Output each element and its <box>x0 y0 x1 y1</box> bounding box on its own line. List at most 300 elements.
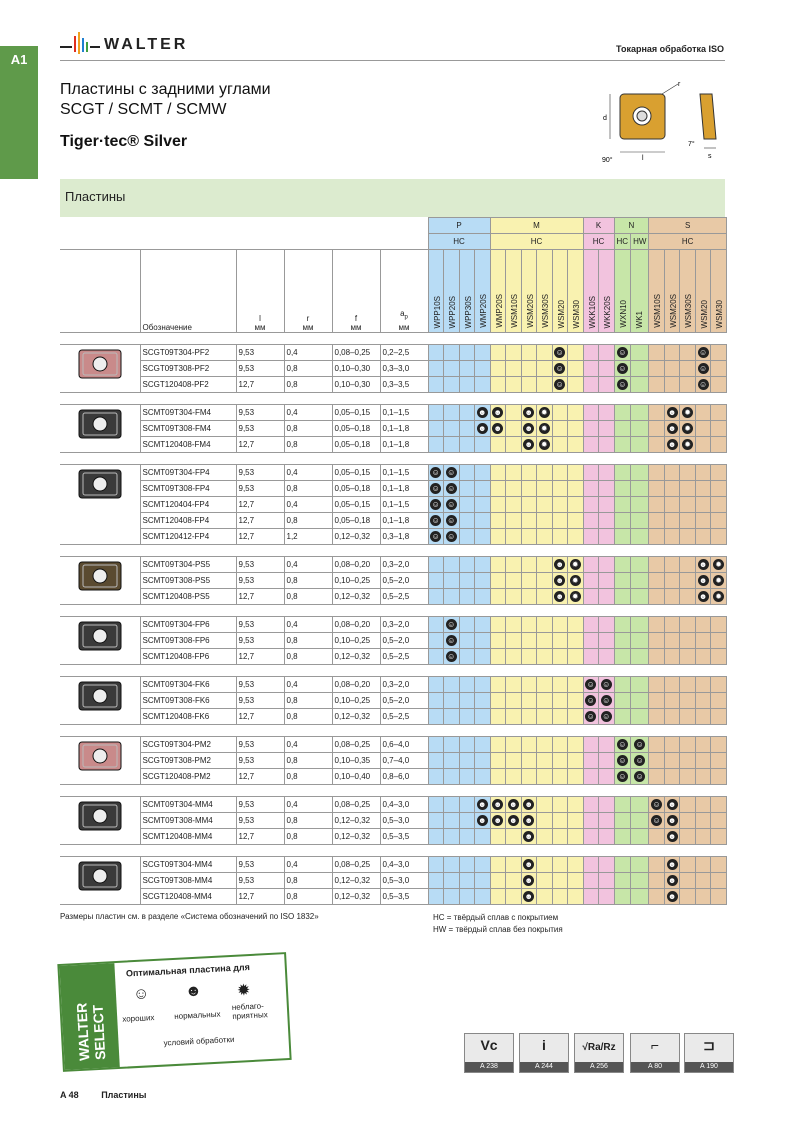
grade-cell <box>521 829 537 845</box>
grade-header-label: WPP30S <box>463 295 473 328</box>
header-r-label: r <box>306 314 310 323</box>
grade-cell <box>568 345 584 361</box>
insert-image <box>73 859 127 893</box>
grade-cell <box>695 753 711 769</box>
l-cell: 12,7 <box>236 709 284 725</box>
grade-cell <box>459 405 475 421</box>
good-conditions-icon: ☺ <box>602 680 611 689</box>
grade-cell <box>475 677 491 693</box>
grade-cell <box>444 797 460 813</box>
grade-cell <box>664 497 680 513</box>
grade-cell <box>490 829 506 845</box>
grade-cell <box>680 361 696 377</box>
grade-cell <box>506 769 522 785</box>
grade-cell <box>664 481 680 497</box>
grade-cell <box>711 481 727 497</box>
grade-cell <box>475 709 491 725</box>
grade-cell <box>711 769 727 785</box>
grade-cell <box>599 573 615 589</box>
grade-cell <box>614 753 631 769</box>
designation-cell: SCMT09T308-FP4 <box>140 481 236 497</box>
grade-cell <box>475 873 491 889</box>
grade-cell <box>614 693 631 709</box>
grade-cell <box>428 437 444 453</box>
grade-cell <box>711 693 727 709</box>
grade-cell <box>537 753 553 769</box>
grade-cell <box>537 829 553 845</box>
grade-cell <box>552 797 568 813</box>
good-conditions-icon: ☺ <box>447 516 456 525</box>
grade-cell <box>506 573 522 589</box>
grade-cell <box>680 797 696 813</box>
grade-header-label: WMP20S <box>494 294 504 328</box>
table-row <box>60 873 726 889</box>
grade-cell <box>711 513 727 529</box>
reference-link[interactable] <box>684 1033 734 1073</box>
l-cell: 9,53 <box>236 617 284 633</box>
table-row <box>60 465 726 481</box>
f-cell: 0,10–0,30 <box>332 361 380 377</box>
grade-cell <box>444 497 460 513</box>
grade-cell <box>444 345 460 361</box>
l-cell: 9,53 <box>236 481 284 497</box>
grade-cell <box>680 405 696 421</box>
grade-cell <box>614 497 631 513</box>
r-cell: 0,4 <box>284 345 332 361</box>
grade-cell <box>506 709 522 725</box>
designation-cell: SCGT09T308-PM2 <box>140 753 236 769</box>
header-divider <box>60 60 725 61</box>
select-heading: Оптимальная пластина для <box>125 962 251 979</box>
grade-cell <box>680 857 696 873</box>
designation-cell: SCMT120408-FK6 <box>140 709 236 725</box>
grade-cell <box>537 873 553 889</box>
grade-cell <box>695 437 711 453</box>
grade-cell <box>583 633 599 649</box>
grade-cell <box>614 345 631 361</box>
subgroup-header-K-HC: HC <box>583 234 614 250</box>
grade-cell <box>568 829 584 845</box>
grade-cell <box>568 361 584 377</box>
grade-cell <box>711 829 727 845</box>
grade-cell <box>490 421 506 437</box>
grade-cell <box>599 405 615 421</box>
good-conditions-icon: ☺ <box>431 516 440 525</box>
grade-cell <box>521 465 537 481</box>
designation-cell: SCMT09T304-MM4 <box>140 797 236 813</box>
grade-cell <box>537 693 553 709</box>
grade-cell <box>552 465 568 481</box>
designation-cell: SCMT09T308-FK6 <box>140 693 236 709</box>
grade-cell <box>428 481 444 497</box>
grade-cell <box>711 633 727 649</box>
normal-conditions-icon: ☻ <box>555 560 564 569</box>
grade-cell <box>537 361 553 377</box>
grade-cell <box>583 617 599 633</box>
r-cell: 0,8 <box>284 709 332 725</box>
grade-header-label: WSM20 <box>556 299 566 328</box>
normal-conditions-icon: ☻ <box>478 408 487 417</box>
grade-cell <box>537 889 553 905</box>
f-cell: 0,10–0,35 <box>332 753 380 769</box>
designation-cell: SCMT09T308-FM4 <box>140 421 236 437</box>
grade-cell <box>583 465 599 481</box>
grade-cell <box>521 437 537 453</box>
f-cell: 0,12–0,32 <box>332 529 380 545</box>
grade-cell <box>599 829 615 845</box>
grade-cell <box>428 813 444 829</box>
drawing-label-s: s <box>708 153 712 160</box>
header-l-unit: мм <box>254 323 266 332</box>
grade-cell <box>521 857 537 873</box>
grade-cell <box>537 481 553 497</box>
grade-cell <box>490 405 506 421</box>
table-row <box>60 737 726 753</box>
grade-cell <box>459 737 475 753</box>
ap-cell: 0,5–3,0 <box>380 813 428 829</box>
ap-cell: 0,1–1,5 <box>380 465 428 481</box>
grade-cell <box>521 557 537 573</box>
l-cell: 9,53 <box>236 857 284 873</box>
grade-cell <box>444 829 460 845</box>
normal-conditions-icon: ☻ <box>524 816 533 825</box>
insert-image <box>73 407 127 441</box>
grade-cell <box>521 889 537 905</box>
grade-cell <box>695 693 711 709</box>
grade-cell <box>444 589 460 605</box>
good-conditions-icon: ☺ <box>618 740 627 749</box>
grade-header <box>664 250 680 333</box>
grade-cell <box>475 437 491 453</box>
ap-cell: 0,3–2,0 <box>380 557 428 573</box>
grade-cell <box>428 589 444 605</box>
grade-cell <box>537 709 553 725</box>
grade-cell <box>664 769 680 785</box>
grade-cell <box>444 529 460 545</box>
grade-cell <box>521 617 537 633</box>
grade-cell <box>537 513 553 529</box>
grade-cell <box>444 873 460 889</box>
grade-cell <box>459 589 475 605</box>
grade-cell <box>695 737 711 753</box>
grade-cell <box>664 889 680 905</box>
header-ap-sub: p <box>404 315 408 321</box>
grade-cell <box>552 709 568 725</box>
group-header-K: K <box>583 218 614 234</box>
grade-cell <box>459 857 475 873</box>
grade-cell <box>695 873 711 889</box>
grade-cell <box>537 589 553 605</box>
grade-cell <box>552 737 568 753</box>
grade-cell <box>490 557 506 573</box>
grade-header-label: WSM30S <box>684 294 694 328</box>
grade-cell <box>521 481 537 497</box>
f-cell: 0,10–0,30 <box>332 377 380 393</box>
table-row <box>60 589 726 605</box>
good-conditions-icon: ☺ <box>635 772 644 781</box>
roughness-icon: √Ra/Rz <box>582 1042 616 1053</box>
grade-cell <box>537 633 553 649</box>
grade-cell <box>631 513 649 529</box>
grade-cell <box>552 377 568 393</box>
normal-conditions-icon: ☻ <box>698 560 708 569</box>
footnote-legend <box>433 912 563 936</box>
grade-cell <box>428 693 444 709</box>
grade-cell <box>444 649 460 665</box>
grade-cell <box>599 377 615 393</box>
grade-cell <box>631 633 649 649</box>
good-conditions-icon: ☺ <box>431 468 440 477</box>
grade-cell <box>680 753 696 769</box>
grade-cell <box>552 405 568 421</box>
bad-conditions-icon: ✹ <box>570 559 581 570</box>
insert-image-cell <box>60 465 140 545</box>
grade-cell <box>537 737 553 753</box>
grade-cell <box>459 633 475 649</box>
grade-cell <box>583 345 599 361</box>
f-cell: 0,12–0,32 <box>332 589 380 605</box>
grade-cell <box>475 753 491 769</box>
reference-link[interactable] <box>519 1033 569 1073</box>
grade-cell <box>428 421 444 437</box>
reference-page-label: A 256 <box>575 1062 623 1072</box>
grade-cell <box>428 873 444 889</box>
grade-cell <box>680 345 696 361</box>
grade-cell <box>695 889 711 905</box>
grade-cell <box>568 573 584 589</box>
holder-icon: ⌐ <box>650 1037 660 1053</box>
grade-cell <box>506 873 522 889</box>
grade-cell <box>664 557 680 573</box>
designation-cell: SCGT09T308-MM4 <box>140 873 236 889</box>
ap-cell: 0,5–2,5 <box>380 649 428 665</box>
grade-header <box>490 250 506 333</box>
grade-cell <box>506 813 522 829</box>
f-cell: 0,10–0,40 <box>332 769 380 785</box>
designation-cell: SCGT09T304-MM4 <box>140 857 236 873</box>
grade-header-label: WSM30 <box>572 299 581 328</box>
good-conditions-icon: ☺ <box>447 468 456 477</box>
grade-cell <box>664 829 680 845</box>
f-cell: 0,05–0,15 <box>332 497 380 513</box>
section-band-title: Пластины <box>65 189 126 204</box>
insert-image-cell <box>60 345 140 393</box>
l-cell: 12,7 <box>236 889 284 905</box>
grade-cell <box>583 709 599 725</box>
grade-cell <box>583 737 599 753</box>
f-cell: 0,12–0,32 <box>332 889 380 905</box>
grade-cell <box>490 769 506 785</box>
grade-cell <box>490 377 506 393</box>
table-row <box>60 421 726 437</box>
table-row <box>60 633 726 649</box>
insert-image <box>73 347 127 381</box>
grade-cell <box>631 873 649 889</box>
bad-conditions-icon: ✹ <box>570 575 581 586</box>
grade-cell <box>631 889 649 905</box>
grade-cell <box>631 345 649 361</box>
designation-cell: SCMT120408-FP6 <box>140 649 236 665</box>
grade-cell <box>614 589 631 605</box>
normal-conditions-icon: ☻ <box>478 424 487 433</box>
grade-cell <box>444 437 460 453</box>
grade-cell <box>459 573 475 589</box>
good-conditions-icon: ☺ <box>618 348 627 357</box>
grade-cell <box>599 421 615 437</box>
table-row <box>60 677 726 693</box>
l-cell: 9,53 <box>236 633 284 649</box>
insert-image-cell <box>60 857 140 905</box>
grade-cell <box>475 617 491 633</box>
walter-select-box <box>57 952 291 1072</box>
grade-cell <box>552 889 568 905</box>
good-conditions-icon: ☺ <box>699 364 708 373</box>
grade-cell <box>631 753 649 769</box>
designation-cell: SCMT120408-FM4 <box>140 437 236 453</box>
grade-cell <box>552 617 568 633</box>
grade-cell <box>444 677 460 693</box>
grade-cell <box>631 405 649 421</box>
grade-header <box>631 250 649 333</box>
grade-cell <box>614 617 631 633</box>
grade-cell <box>583 769 599 785</box>
grade-cell <box>599 769 615 785</box>
grade-cell <box>664 633 680 649</box>
grade-cell <box>614 513 631 529</box>
grade-cell <box>568 769 584 785</box>
grade-cell <box>444 633 460 649</box>
grade-cell <box>614 873 631 889</box>
grade-cell <box>631 421 649 437</box>
separator-row <box>60 665 726 677</box>
f-cell: 0,05–0,15 <box>332 405 380 421</box>
normal-conditions-icon: ☻ <box>524 892 533 901</box>
designation-cell: SCMT120408-MM4 <box>140 829 236 845</box>
grade-cell <box>537 857 553 873</box>
grade-cell <box>428 633 444 649</box>
grade-cell <box>521 497 537 513</box>
grade-cell <box>711 405 727 421</box>
good-conditions-icon: ☺ <box>652 816 661 825</box>
section-name: Токарная обработка ISO <box>616 44 724 54</box>
grade-cell <box>711 421 727 437</box>
grade-cell <box>537 465 553 481</box>
normal-conditions-icon: ☻ <box>667 800 677 809</box>
grade-cell <box>537 345 553 361</box>
l-cell: 12,7 <box>236 829 284 845</box>
r-cell: 0,4 <box>284 405 332 421</box>
grade-cell <box>521 421 537 437</box>
reference-link[interactable] <box>574 1033 624 1073</box>
grade-cell <box>664 649 680 665</box>
grade-cell <box>506 677 522 693</box>
l-cell: 9,53 <box>236 557 284 573</box>
bad-conditions-icon: ✹ <box>539 407 550 418</box>
grade-cell <box>695 529 711 545</box>
grade-cell <box>568 857 584 873</box>
grade-cell <box>649 405 665 421</box>
grade-cell <box>614 405 631 421</box>
grade-cell <box>711 857 727 873</box>
grade-cell <box>649 465 665 481</box>
designation-cell: SCGT120408-PF2 <box>140 377 236 393</box>
table-row <box>60 377 726 393</box>
grade-header-label: WSM20S <box>668 294 678 328</box>
grade-cell <box>552 481 568 497</box>
good-conditions-icon: ☺ <box>602 696 611 705</box>
grade-cell <box>537 497 553 513</box>
grade-cell <box>614 889 631 905</box>
grade-cell <box>614 857 631 873</box>
designation-cell: SCMT120408-PS5 <box>140 589 236 605</box>
grade-cell <box>506 405 522 421</box>
grade-cell <box>428 405 444 421</box>
drawing-label-r: r <box>678 81 681 88</box>
grade-cell <box>506 497 522 513</box>
normal-conditions-icon: ☻ <box>524 876 533 885</box>
table-row <box>60 829 726 845</box>
f-cell: 0,12–0,32 <box>332 709 380 725</box>
normal-conditions-icon: ☻ <box>493 424 502 433</box>
grade-cell <box>664 405 680 421</box>
grade-cell <box>649 589 665 605</box>
grade-cell <box>711 813 727 829</box>
normal-conditions-icon: ☻ <box>478 800 487 809</box>
grade-cell <box>428 709 444 725</box>
grade-cell <box>490 737 506 753</box>
page-footer-label: Пластины <box>101 1090 147 1100</box>
normal-conditions-icon: ☻ <box>524 832 533 841</box>
normal-conditions-icon: ☻ <box>493 816 502 825</box>
grade-cell <box>649 769 665 785</box>
grade-cell <box>552 769 568 785</box>
grade-header-label: WKK20S <box>603 295 612 328</box>
grade-cell <box>537 649 553 665</box>
grade-cell <box>583 857 599 873</box>
grade-cell <box>475 589 491 605</box>
grade-cell <box>583 421 599 437</box>
f-cell: 0,12–0,32 <box>332 649 380 665</box>
grade-cell <box>568 889 584 905</box>
grade-cell <box>664 465 680 481</box>
reference-page-label: A 244 <box>520 1062 568 1072</box>
grade-cell <box>680 377 696 393</box>
grade-cell <box>711 797 727 813</box>
l-cell: 9,53 <box>236 813 284 829</box>
reference-link[interactable] <box>630 1033 680 1073</box>
l-cell: 9,53 <box>236 573 284 589</box>
good-conditions-icon: ☺ <box>431 500 440 509</box>
grade-cell <box>695 633 711 649</box>
grade-cell <box>521 377 537 393</box>
grade-cell <box>459 873 475 889</box>
ap-cell: 0,7–4,0 <box>380 753 428 769</box>
insert-table-wrapper <box>60 217 727 905</box>
grade-cell <box>583 405 599 421</box>
reference-link[interactable] <box>464 1033 514 1073</box>
separator-row <box>60 545 726 557</box>
grade-cell <box>599 513 615 529</box>
l-cell: 12,7 <box>236 437 284 453</box>
grade-cell <box>711 737 727 753</box>
designation-cell: SCMT09T308-FP6 <box>140 633 236 649</box>
header-r-unit: мм <box>302 323 314 332</box>
l-cell: 12,7 <box>236 377 284 393</box>
good-conditions-icon: ☺ <box>618 380 627 389</box>
f-cell: 0,08–0,25 <box>332 857 380 873</box>
grade-cell <box>649 361 665 377</box>
good-conditions-icon: ☺ <box>447 500 456 509</box>
